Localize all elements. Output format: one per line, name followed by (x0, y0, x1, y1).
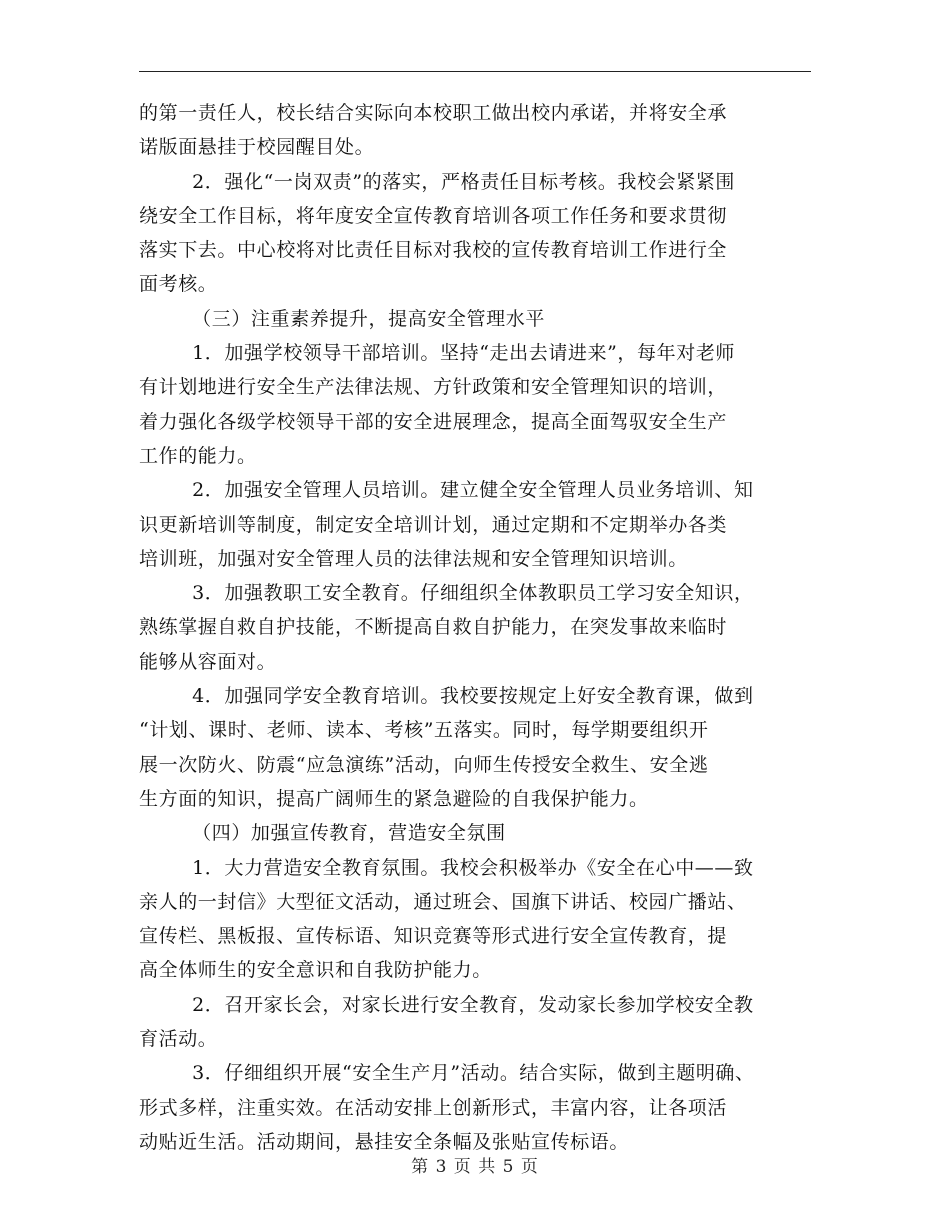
text-line: “计划、课时、老师、读本、考核”五落实。同时，每学期要组织开 (139, 719, 709, 742)
text-line: 2．强化“一岗双责”的落实，严格责任目标考核。我校会紧紧围 (139, 170, 736, 193)
text-line: 动贴近生活。活动期间，悬挂安全条幅及张贴宣传标语。 (139, 1130, 630, 1153)
text-line: 形式多样，注重实效。在活动安排上创新形式，丰富内容，让各项活 (139, 1096, 728, 1119)
text-line: 绕安全工作目标，将年度安全宣传教育培训各项工作任务和要求贯彻 (139, 204, 728, 227)
text-line: 3．仔细组织开展“安全生产月”活动。结合实际，做到主题明确、 (139, 1062, 755, 1085)
text-line: 能够从容面对。 (139, 650, 277, 673)
text-line: 高全体师生的安全意识和自我防护能力。 (139, 959, 492, 982)
text-line: 诺版面悬挂于校园醒目处。 (139, 136, 375, 159)
text-line: （三）注重素养提升，提高安全管理水平 (139, 307, 545, 330)
text-line: 展一次防火、防震“应急演练”活动，向师生传授安全救生、安全逃 (139, 753, 709, 776)
page-footer: 第 3 页 共 5 页 (411, 1157, 539, 1177)
text-line: 2．召开家长会，对家长进行安全教育，发动家长参加学校安全教 (139, 993, 754, 1016)
text-line: 3．加强教职工安全教育。仔细组织全体教职员工学习安全知识， (139, 582, 754, 605)
text-line: 亲人的一封信》大型征文活动，通过班会、国旗下讲话、校园广播站、 (139, 890, 747, 913)
text-line: 培训班，加强对安全管理人员的法律法规和安全管理知识培训。 (139, 547, 688, 570)
text-line: 1．加强学校领导干部培训。坚持“走出去请进来”，每年对老师 (139, 342, 736, 365)
text-line: 有计划地进行安全生产法律法规、方针政策和安全管理知识的培训， (139, 376, 728, 399)
header-rule (139, 71, 811, 72)
text-line: 4．加强同学安全教育培训。我校要按规定上好安全教育课，做到 (139, 685, 754, 708)
text-line: 工作的能力。 (139, 444, 257, 467)
text-line: 育活动。 (139, 1028, 218, 1051)
text-line: 2．加强安全管理人员培训。建立健全安全管理人员业务培训、知 (139, 479, 754, 502)
text-line: 1．大力营造安全教育氛围。我校会积极举办《安全在心中——致 (139, 856, 754, 879)
text-line: 着力强化各级学校领导干部的安全进展理念，提高全面驾驭安全生产 (139, 410, 728, 433)
text-line: 的第一责任人，校长结合实际向本校职工做出校内承诺，并将安全承 (139, 102, 728, 124)
text-line: 熟练掌握自救自护技能，不断提高自救自护能力，在突发事故来临时 (139, 616, 728, 639)
text-line: 识更新培训等制度，制定安全培训计划，通过定期和不定期举办各类 (139, 513, 728, 536)
text-line: 生方面的知识，提高广阔师生的紧急避险的自我保护能力。 (139, 787, 649, 810)
text-line: 落实下去。中心校将对比责任目标对我校的宣传教育培训工作进行全 (139, 239, 728, 262)
text-line: （四）加强宣传教育，营造安全氛围 (139, 822, 506, 845)
document-body (139, 96, 819, 1159)
text-line: 面考核。 (139, 273, 218, 296)
text-line: 宣传栏、黑板报、宣传标语、知识竞赛等形式进行安全宣传教育，提 (139, 925, 728, 948)
